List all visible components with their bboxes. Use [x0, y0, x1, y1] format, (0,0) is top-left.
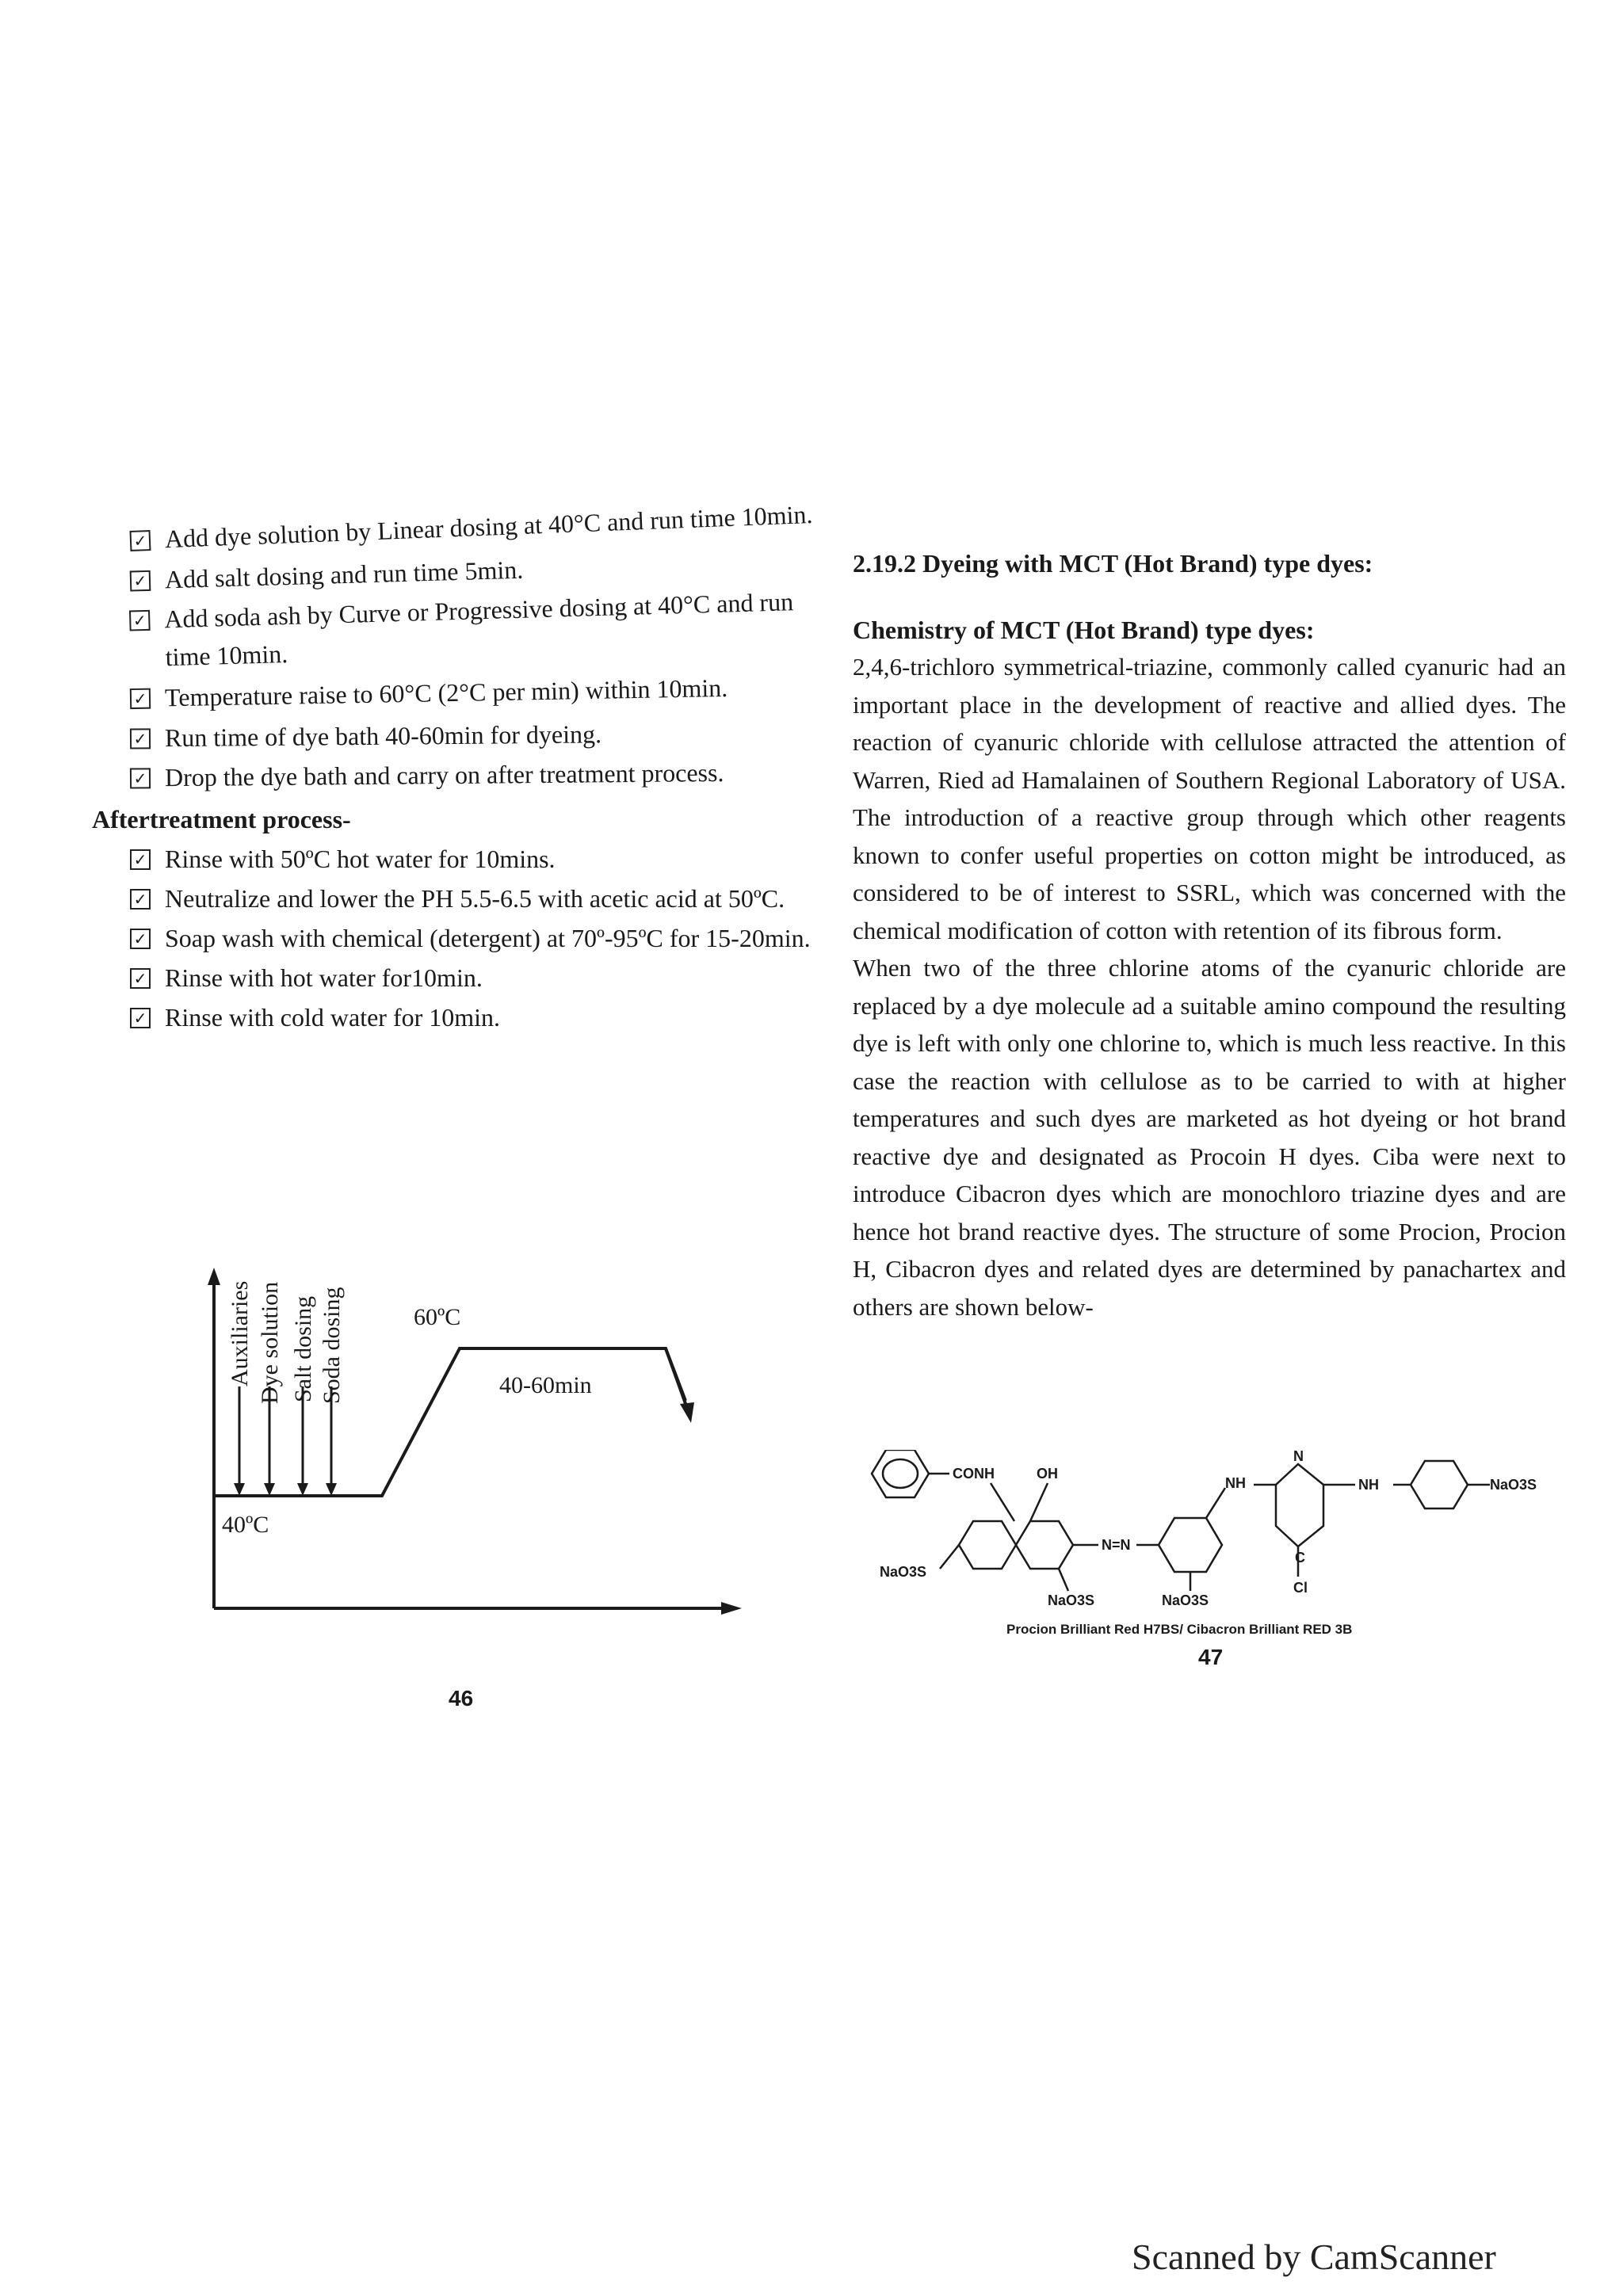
list-item-text: Soap wash with chemical (detergent) at 70º-95ºC for 15-20min.: [165, 924, 811, 952]
paragraph: When two of the three chlorine atoms of the cyanuric chloride are replaced by a dye molecule ad a suitable amino compound the resulting dye is left with only one chlorine to, which is much less reactive. In this case the reaction with cellulose as to be carried to with at higher temperatures and such dyes are marketed as hot dyeing or hot brand reactive dye and designated as Procoin H dyes. Ciba were next to introduce Cibacron dyes which are monochloro triazine dyes and are hence hot brand reactive dyes. The structure of some Procion, Procion H, Cibacron dyes and related dyes are determined by panachartex and others are shown below-: [853, 954, 1566, 1321]
drain-line: [666, 1348, 688, 1410]
group-label: NH: [1358, 1477, 1379, 1493]
checkbox-icon: ✓: [130, 728, 151, 749]
group-label: N=N: [1102, 1537, 1131, 1553]
left-page: [89, 499, 826, 1038]
group-label: CONH: [953, 1466, 995, 1482]
x-axis-arrow: [721, 1602, 742, 1615]
group-label: N: [1293, 1450, 1304, 1464]
list-item: [89, 713, 826, 757]
naphthalene-ring-2: [1016, 1521, 1073, 1569]
checkbox-icon: ✓: [129, 610, 151, 631]
group-label: NaO3S: [880, 1564, 927, 1580]
list-item: [89, 959, 826, 997]
benzene-ring-right: [1411, 1461, 1468, 1508]
scanner-watermark: Scanned by CamScanner: [1132, 2237, 1496, 2277]
dyeing-process-graph: [119, 1260, 753, 1640]
checkbox-icon: ✓: [130, 688, 151, 709]
benzene-ring-middle: [1159, 1518, 1222, 1572]
subsection-heading: Chemistry of MCT (Hot Brand) type dyes:: [853, 616, 1315, 644]
paragraph: 2,4,6-trichloro symmetrical-triazine, commonly called cyanuric had an important place in the development of reactive and allied dyes. The reaction of cyanuric chloride with cellulose attracted the attention of Warren, Ried ad Hamalainen of Southern Regional Laboratory of USA. The introduction of a reactive group through which other reagents known to confer useful properties on cotton might be introduced, as considered to be of interest to SSRL, which was concerned with the chemical modification of cotton with retention of its fibrous form.: [853, 653, 1566, 944]
list-item-text: Add soda ash by Curve or Progressive dosing at 40°C and run time 10min.: [163, 587, 794, 672]
naphthalene-ring-1: [959, 1521, 1016, 1569]
graph-label-soda-dosing: Soda dosing: [319, 1287, 345, 1404]
procedure-list: [89, 499, 826, 797]
list-item: [89, 753, 826, 797]
triazine-ring: [1276, 1464, 1323, 1547]
page-number-right: 47: [1198, 1645, 1224, 1669]
list-item: [89, 840, 826, 878]
benzene-ring: [872, 1450, 929, 1497]
list-item-text: Rinse with 50ºC hot water for 10mins.: [165, 845, 556, 873]
group-label: OH: [1037, 1466, 1058, 1482]
list-item-text: Add dye solution by Linear dosing at 40°C and run time 10min.: [164, 499, 814, 554]
checkbox-icon: ✓: [130, 929, 151, 949]
chemical-structure: [864, 1450, 1545, 1648]
list-item-text: Add salt dosing and run time 5min.: [164, 555, 524, 594]
group-label: NaO3S: [1490, 1477, 1537, 1493]
right-page: [853, 545, 1566, 1325]
checkbox-icon: ✓: [130, 968, 151, 989]
list-item-text: Neutralize and lower the PH 5.5-6.5 with acetic acid at 50ºC.: [165, 884, 785, 913]
checkbox-icon: ✓: [130, 1008, 151, 1028]
graph-label-salt-dosing: Salt dosing: [290, 1295, 316, 1402]
y-axis-arrow: [208, 1268, 220, 1285]
section-heading: 2.19.2 Dyeing with MCT (Hot Brand) type dyes:: [853, 549, 1373, 578]
list-item: [89, 998, 826, 1036]
structure-caption: Procion Brilliant Red H7BS/ Cibacron Brilliant RED 3B: [1006, 1622, 1353, 1637]
drain-arrow: [680, 1402, 694, 1423]
list-item-text: Run time of dye bath 40-60min for dyeing.: [164, 719, 602, 753]
checkbox-icon: ✓: [130, 849, 151, 870]
page-number-left: 46: [449, 1686, 474, 1711]
list-item-text: Temperature raise to 60°C (2°C per min) within 10min.: [164, 673, 728, 712]
checkbox-icon: ✓: [130, 570, 151, 592]
list-item: [89, 919, 826, 957]
group-label: NH: [1225, 1475, 1246, 1491]
aftertreatment-title: Aftertreatment process-: [92, 805, 351, 833]
checkbox-icon: ✓: [130, 530, 151, 551]
list-item: [89, 879, 826, 917]
graph-label-dye-solution: Dye solution: [257, 1281, 283, 1404]
checkbox-icon: ✓: [130, 889, 151, 910]
aftertreatment-list: [89, 840, 826, 1036]
list-item-text: Rinse with hot water for10min.: [165, 963, 483, 992]
group-label: C: [1295, 1550, 1305, 1566]
graph-label-auxiliaries: Auxiliaries: [227, 1280, 253, 1386]
group-label: Cl: [1293, 1580, 1308, 1596]
group-label: NaO3S: [1162, 1592, 1209, 1608]
temperature-profile-line: [216, 1348, 685, 1496]
list-item-text: Rinse with cold water for 10min.: [165, 1003, 501, 1032]
group-label: NaO3S: [1048, 1592, 1095, 1608]
graph-label-high-temp: 60ºC: [414, 1304, 461, 1330]
graph-label-hold-time: 40-60min: [499, 1372, 592, 1398]
list-item-text: Drop the dye bath and carry on after treatment process.: [164, 758, 724, 792]
checkbox-icon: ✓: [130, 768, 151, 788]
graph-label-low-temp: 40ºC: [222, 1512, 269, 1538]
